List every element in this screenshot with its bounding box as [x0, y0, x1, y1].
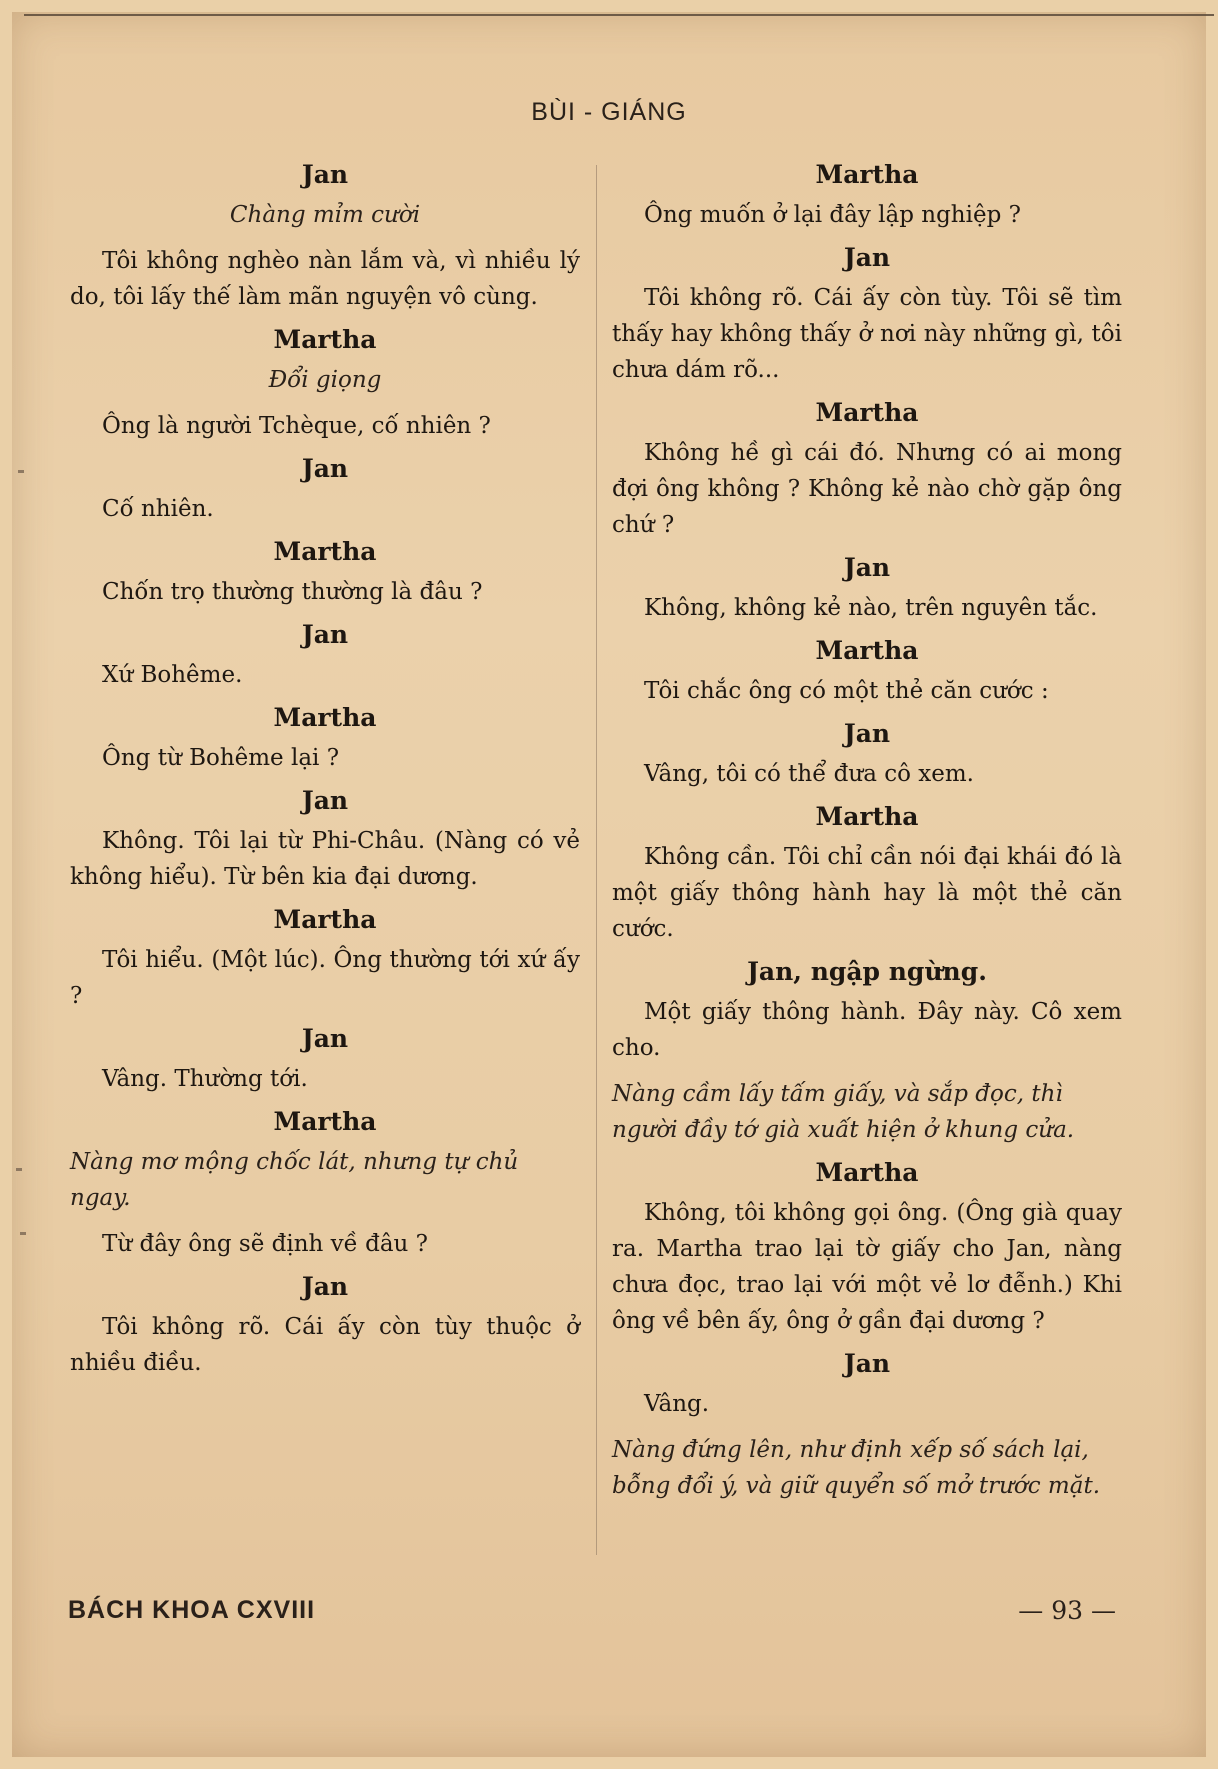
stage-direction: Đổi giọng [268, 367, 382, 393]
dialogue-line: Vâng. Thường tới. [102, 1066, 308, 1092]
stage-direction: Nàng cầm lấy tấm giấy, và sắp đọc, thì người đầy tớ già xuất hiện ở khung cửa. [612, 1081, 1075, 1143]
dialogue-line: Vâng. [644, 1391, 710, 1417]
dialogue-line: Ông từ Bohême lại ? [102, 745, 340, 771]
dialogue-line: Không. Tôi lại từ Phi-Châu. (Nàng có vẻ không hiểu). Từ bên kia đại dương. [70, 828, 580, 890]
dialogue-line: Một giấy thông hành. Đây này. Cô xem cho. [612, 999, 1122, 1061]
speaker-name: Martha [273, 325, 377, 354]
speaker-name: Jan [301, 160, 349, 189]
dialogue-line: Chốn trọ thường thường là đâu ? [102, 579, 483, 605]
margin-mark [20, 1232, 26, 1235]
speaker-name: Jan [301, 786, 349, 815]
page-number: — 93 — [1018, 1596, 1116, 1625]
speaker-name: Martha [273, 703, 377, 732]
dialogue-line: Ông muốn ở lại đây lập nghiệp ? [644, 202, 1021, 228]
dialogue-line: Tôi không nghèo nàn lắm và, vì nhiều lý do, tôi lấy thế làm mãn nguyện vô cùng. [70, 248, 580, 310]
dialogue-line: Vâng, tôi có thể đưa cô xem. [644, 761, 974, 787]
speaker-name: Jan [843, 243, 891, 272]
dialogue-line: Không hề gì cái đó. Nhưng có ai mong đợi ông không ? Không kẻ nào chờ gặp ông chứ ? [612, 440, 1122, 538]
speaker-name: Martha [815, 1158, 919, 1187]
speaker-name: Jan [301, 1024, 349, 1053]
speaker-name: Jan [301, 454, 349, 483]
dialogue-line: Không, không kẻ nào, trên nguyên tắc. [644, 595, 1098, 621]
margin-mark [16, 1168, 22, 1171]
speaker-name: Martha [815, 398, 919, 427]
column-divider [596, 165, 597, 1555]
magazine-footer: BÁCH KHOA CXVIII [68, 1596, 316, 1624]
dialogue-line: Không cần. Tôi chỉ cần nói đại khái đó là một giấy thông hành hay là một thẻ căn cước. [612, 844, 1122, 942]
dialogue-line: Tôi không rõ. Cái ấy còn tùy thuộc ở nhiều điều. [70, 1314, 580, 1376]
page-header: BÙI - GIÁNG [531, 98, 687, 126]
right-column [612, 160, 1122, 1514]
speaker-name: Martha [815, 802, 919, 831]
top-rule [24, 14, 1214, 16]
speaker-name: Jan [843, 1349, 891, 1378]
dialogue-line: Xứ Bohême. [102, 662, 243, 688]
speaker-name: Jan [843, 553, 891, 582]
speaker-name: Martha [273, 905, 377, 934]
dialogue-line: Cố nhiên. [102, 496, 214, 522]
speaker-name: Martha [815, 636, 919, 665]
speaker-name: Jan, ngập ngừng. [747, 957, 987, 986]
dialogue-line: Tôi hiểu. (Một lúc). Ông thường tới xứ ấy ? [70, 947, 580, 1009]
stage-direction: Nàng mơ mộng chốc lát, nhưng tự chủ ngay. [70, 1149, 519, 1211]
dialogue-line: Ông là người Tchèque, cố nhiên ? [102, 413, 491, 439]
left-column [70, 160, 580, 1391]
speaker-name: Jan [301, 1272, 349, 1301]
speaker-name: Jan [301, 620, 349, 649]
stage-direction: Nàng đứng lên, như định xếp số sách lại, bỗng đổi ý, và giữ quyển số mở trước mặt. [612, 1437, 1101, 1499]
dialogue-line: Không, tôi không gọi ông. (Ông già quay ra. Martha trao lại tờ giấy cho Jan, nàng chưa đọc, trao lại với một vẻ lơ đễnh.) Khi ông về bên ấy, ông ở gần đại dương ? [612, 1200, 1122, 1334]
speaker-name: Jan [843, 719, 891, 748]
speaker-name: Martha [273, 1107, 377, 1136]
stage-direction: Chàng mỉm cười [229, 202, 421, 228]
dialogue-line: Tôi chắc ông có một thẻ căn cước : [644, 678, 1049, 704]
margin-mark [18, 470, 24, 473]
dialogue-line: Từ đây ông sẽ định về đâu ? [102, 1231, 428, 1257]
speaker-name: Martha [273, 537, 377, 566]
dialogue-line: Tôi không rõ. Cái ấy còn tùy. Tôi sẽ tìm thấy hay không thấy ở nơi này những gì, tôi chưa dám rõ... [612, 285, 1122, 383]
speaker-name: Martha [815, 160, 919, 189]
